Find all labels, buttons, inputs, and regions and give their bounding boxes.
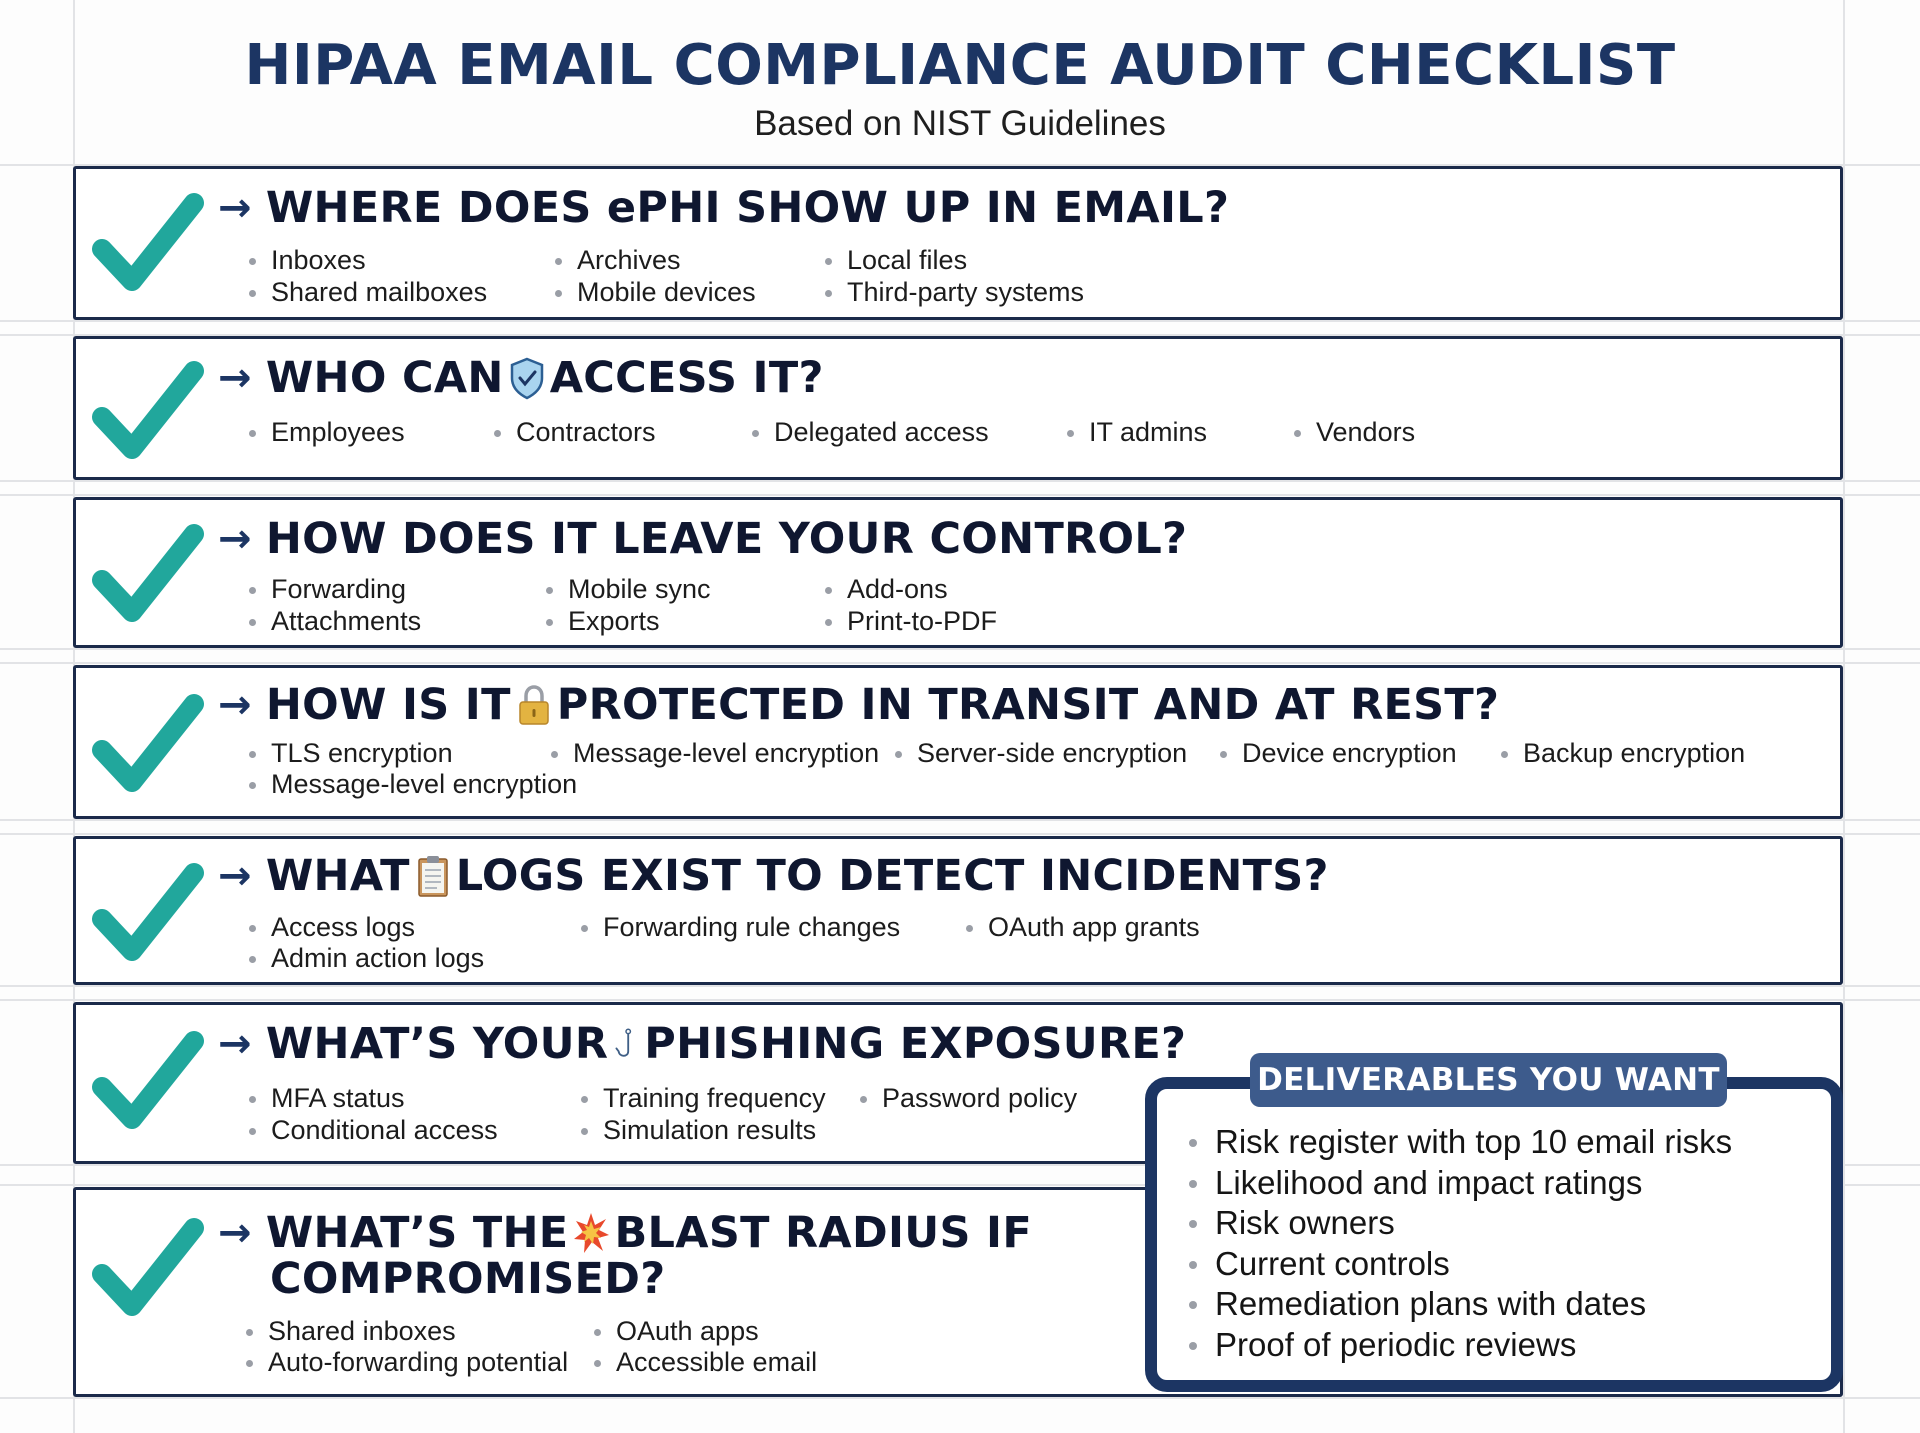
- list-item: Proof of periodic reviews: [1215, 1325, 1732, 1366]
- list-item: Employees: [271, 417, 405, 447]
- list-item: Local files: [847, 245, 968, 275]
- list-item: Conditional access: [271, 1115, 498, 1145]
- section-heading: → WHAT’S YOUR PHISHING EXPOSURE?: [218, 1019, 1187, 1069]
- list-item: Remediation plans with dates: [1215, 1284, 1732, 1325]
- section-heading: → HOW DOES IT LEAVE YOUR CONTROL?: [218, 514, 1188, 564]
- list-item: Shared inboxes: [268, 1316, 456, 1346]
- check-icon: [88, 1027, 208, 1137]
- list-item: Print-to-PDF: [847, 606, 998, 636]
- list-item: Contractors: [516, 417, 656, 447]
- checklist-section-ephi-locations: [73, 166, 1843, 320]
- arrow-right-icon: →: [218, 682, 252, 728]
- list-item: Likelihood and impact ratings: [1215, 1163, 1732, 1204]
- grid-line: [0, 480, 1920, 482]
- clipboard-icon: [414, 854, 452, 898]
- arrow-right-icon: →: [218, 355, 252, 401]
- arrow-right-icon: →: [218, 516, 252, 562]
- page-header: [0, 30, 1920, 146]
- grid-line: [0, 999, 1920, 1001]
- list-item: Message-level encryption: [271, 769, 578, 799]
- check-icon: [88, 1214, 208, 1324]
- list-item: Training frequency: [603, 1083, 826, 1113]
- section-heading: → WHAT’S THE BLAST RADIUS IF: [218, 1208, 1033, 1258]
- list-item: Current controls: [1215, 1244, 1732, 1285]
- list-item: Attachments: [271, 606, 422, 636]
- explosion-icon: [572, 1211, 610, 1255]
- list-item: OAuth app grants: [988, 912, 1200, 942]
- checklist-section-data-egress: [73, 497, 1843, 648]
- page-subtitle: Based on NIST Guidelines: [754, 104, 1166, 143]
- list-item: OAuth apps: [616, 1316, 759, 1346]
- list-item: Auto-forwarding potential: [268, 1347, 569, 1377]
- list-item: Exports: [568, 606, 660, 636]
- list-item: Server-side encryption: [917, 738, 1188, 768]
- lock-icon: [515, 683, 553, 727]
- list-item: Backup encryption: [1523, 738, 1746, 768]
- list-item: Accessible email: [616, 1347, 818, 1377]
- grid-line: [0, 648, 1920, 650]
- list-item: Forwarding rule changes: [603, 912, 901, 942]
- checklist-section-access: [73, 336, 1843, 480]
- grid-line: [0, 819, 1920, 821]
- section-heading: → WHERE DOES ePHI SHOW UP IN EMAIL?: [218, 183, 1230, 233]
- list-item: Archives: [577, 245, 681, 275]
- list-item: Delegated access: [774, 417, 989, 447]
- arrow-right-icon: →: [218, 853, 252, 899]
- grid-line: [0, 320, 1920, 322]
- check-icon: [88, 859, 208, 969]
- section-heading-line2: COMPROMISED?: [270, 1254, 666, 1304]
- checklist-section-encryption: [73, 665, 1843, 819]
- list-item: Risk owners: [1215, 1203, 1732, 1244]
- grid-line: [0, 833, 1920, 835]
- check-icon: [88, 690, 208, 800]
- list-item: IT admins: [1089, 417, 1208, 447]
- list-item: Vendors: [1316, 417, 1416, 447]
- page-title: HIPAA EMAIL COMPLIANCE AUDIT CHECKLIST: [244, 33, 1676, 98]
- grid-line: [0, 494, 1920, 496]
- grid-line: [0, 985, 1920, 987]
- list-item: Forwarding: [271, 574, 407, 604]
- grid-line: [0, 662, 1920, 664]
- arrow-right-icon: →: [218, 185, 252, 231]
- list-item: Mobile sync: [568, 574, 711, 604]
- check-icon: [88, 357, 208, 467]
- deliverables-list: [1215, 1122, 1732, 1365]
- list-item: Risk register with top 10 email risks: [1215, 1122, 1732, 1163]
- section-heading: → HOW IS IT PROTECTED IN TRANSIT AND AT REST?: [218, 680, 1500, 730]
- checklist-section-logging: [73, 836, 1843, 985]
- list-item: Message-level encryption: [573, 738, 880, 768]
- list-item: Device encryption: [1242, 738, 1457, 768]
- arrow-right-icon: →: [218, 1210, 252, 1256]
- list-item: Simulation results: [603, 1115, 817, 1145]
- grid-line: [0, 1397, 1920, 1399]
- list-item: Add-ons: [847, 574, 948, 604]
- deliverables-title: DELIVERABLES YOU WANT: [1250, 1053, 1727, 1107]
- list-item: Mobile devices: [577, 277, 756, 307]
- list-item: Access logs: [271, 912, 416, 942]
- list-item: Inboxes: [271, 245, 366, 275]
- grid-line: [1843, 0, 1845, 1433]
- list-item: Admin action logs: [271, 943, 485, 973]
- section-heading: → WHAT LOGS EXIST TO DETECT INCIDENTS?: [218, 851, 1329, 901]
- list-item: TLS encryption: [271, 738, 453, 768]
- list-item: Shared mailboxes: [271, 277, 488, 307]
- list-item: Third-party systems: [847, 277, 1085, 307]
- arrow-right-icon: →: [218, 1021, 252, 1067]
- list-item: Password policy: [882, 1083, 1078, 1113]
- section-heading: → WHO CAN ACCESS IT?: [218, 353, 824, 403]
- list-item: MFA status: [271, 1083, 405, 1113]
- check-icon: [88, 189, 208, 299]
- fishhook-icon: [612, 1022, 640, 1066]
- shield-icon: [508, 356, 546, 400]
- check-icon: [88, 520, 208, 630]
